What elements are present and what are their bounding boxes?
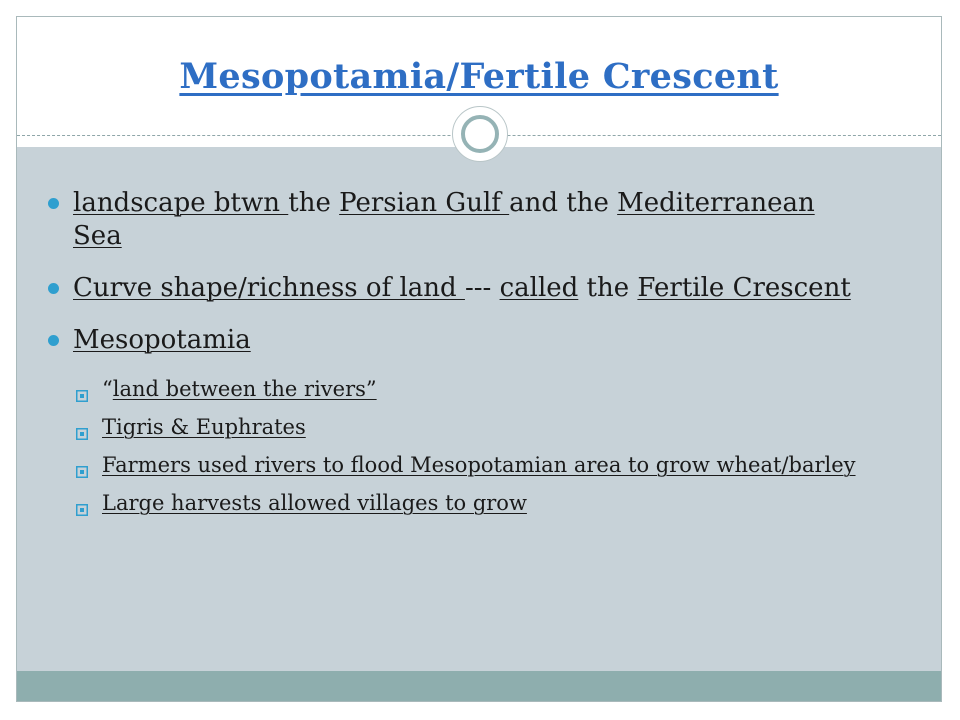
- ring-icon: [461, 115, 499, 153]
- slide-frame: [16, 16, 942, 702]
- text-segment: landscape btwn: [73, 188, 289, 218]
- bullet-item: [17, 187, 941, 253]
- bullet-list: [17, 187, 941, 528]
- bullet-dot-icon: [48, 335, 59, 346]
- bullet-dot-icon: [48, 283, 59, 294]
- text-segment: called: [499, 273, 579, 303]
- sub-bullet-item: [17, 452, 941, 479]
- bullet-dot-icon: [48, 198, 59, 209]
- text-segment: Persian Gulf: [339, 188, 510, 218]
- square-bullet-icon: [76, 458, 88, 470]
- text-segment: Fertile Crescent: [637, 273, 851, 303]
- text-segment: land between the rivers”: [112, 377, 377, 401]
- sub-bullet-item: [17, 490, 941, 517]
- circle-ornament-icon: [452, 106, 508, 162]
- slide-title: Mesopotamia/Fertile Crescent: [179, 55, 779, 97]
- bullet-item: [17, 324, 941, 357]
- text-segment: Mesopotamia: [73, 325, 251, 355]
- text-segment: Large harvests allowed villages to grow: [102, 491, 527, 515]
- text-segment: the: [578, 273, 638, 303]
- bullet-item: [17, 272, 941, 305]
- text-segment: Mediterranean Sea: [73, 188, 815, 251]
- square-bullet-icon: [76, 420, 88, 432]
- footer-band: [17, 671, 941, 702]
- text-segment: ---: [464, 273, 500, 303]
- text-segment: “: [102, 377, 113, 401]
- sub-bullet-item: [17, 414, 941, 441]
- text-segment: and the: [509, 188, 618, 218]
- text-segment: the: [288, 188, 340, 218]
- text-segment: Farmers used rivers to flood Mesopotamian area to grow wheat/barley: [102, 453, 856, 477]
- square-bullet-icon: [76, 496, 88, 508]
- text-segment: Curve shape/richness of land: [73, 273, 465, 303]
- square-bullet-icon: [76, 382, 88, 394]
- text-segment: Tigris & Euphrates: [102, 415, 306, 439]
- sub-bullet-item: [17, 376, 941, 403]
